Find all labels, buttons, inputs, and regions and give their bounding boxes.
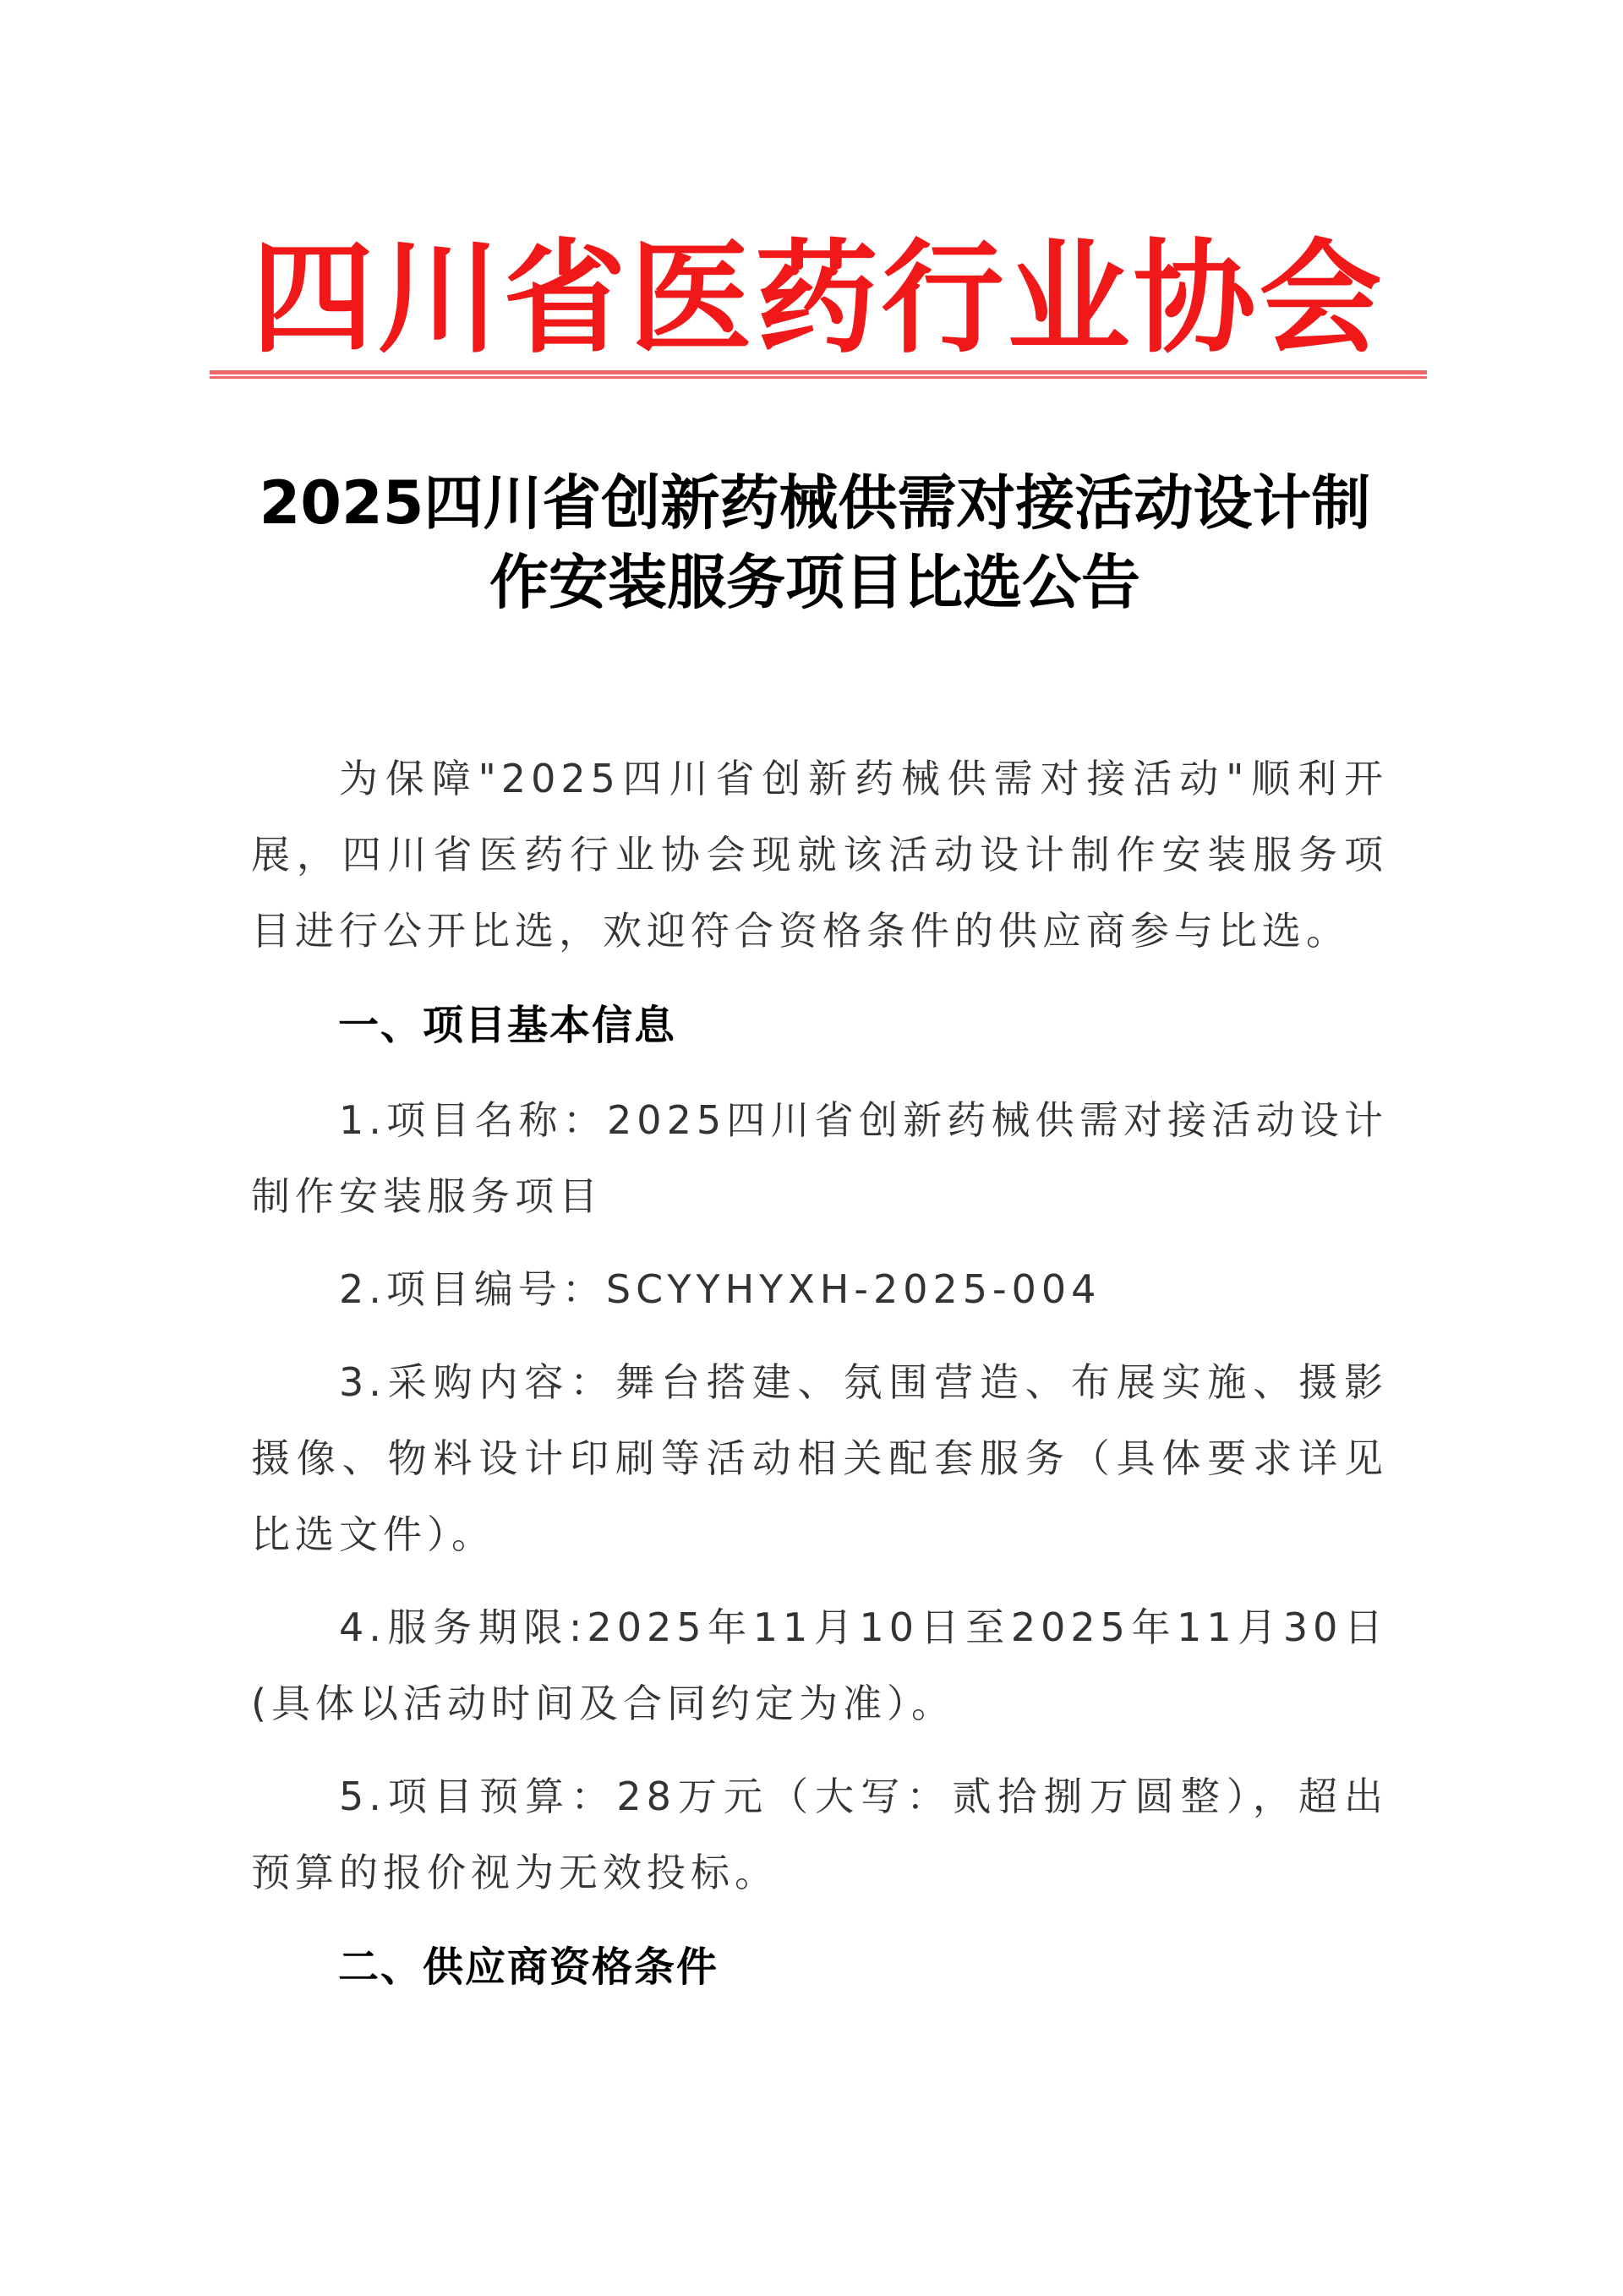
title-line-2: 作安装服务项目比选公告 [489, 548, 1140, 617]
title-line-1: 2025四川省创新药械供需对接活动设计制 [259, 468, 1371, 538]
project-number-item: 2.项目编号：SCYYHYXH-2025-004 [339, 1266, 1101, 1312]
section-heading-2: 二、供应商资格条件 [338, 1943, 719, 1991]
procurement-content-item: 3.采购内容：舞台搭建、氛围营造、布展实施、摄影摄像、物料设计印刷等活动相关配套服务（具体要求详见比选文件）。 [251, 1359, 1388, 1557]
letterhead-divider [210, 370, 1427, 379]
project-budget-item: 5.项目预算：28万元（大写：贰拾捌万圆整），超出预算的报价视为无效投标。 [251, 1774, 1388, 1895]
project-name-item: 1.项目名称：2025四川省创新药械供需对接活动设计制作安装服务项目 [251, 1097, 1388, 1219]
letterhead-org-name: 四川省医药行业协会 [251, 227, 1385, 370]
divider-thick-line [210, 370, 1427, 374]
document-title [220, 463, 1410, 622]
intro-paragraph: 为保障"2025四川省创新药械供需对接活动"顺利开展，四川省医药行业协会现就该活动设计制作安装服务项目进行公开比选，欢迎符合资格条件的供应商参与比选。 [251, 756, 1388, 954]
service-period-item: 4.服务期限:2025年11月10日至2025年11月30日(具体以活动时间及合同约定为准）。 [251, 1604, 1388, 1726]
divider-thin-line [210, 376, 1427, 379]
document-body [251, 741, 1388, 2005]
section-heading-1: 一、项目基本信息 [338, 1002, 677, 1049]
